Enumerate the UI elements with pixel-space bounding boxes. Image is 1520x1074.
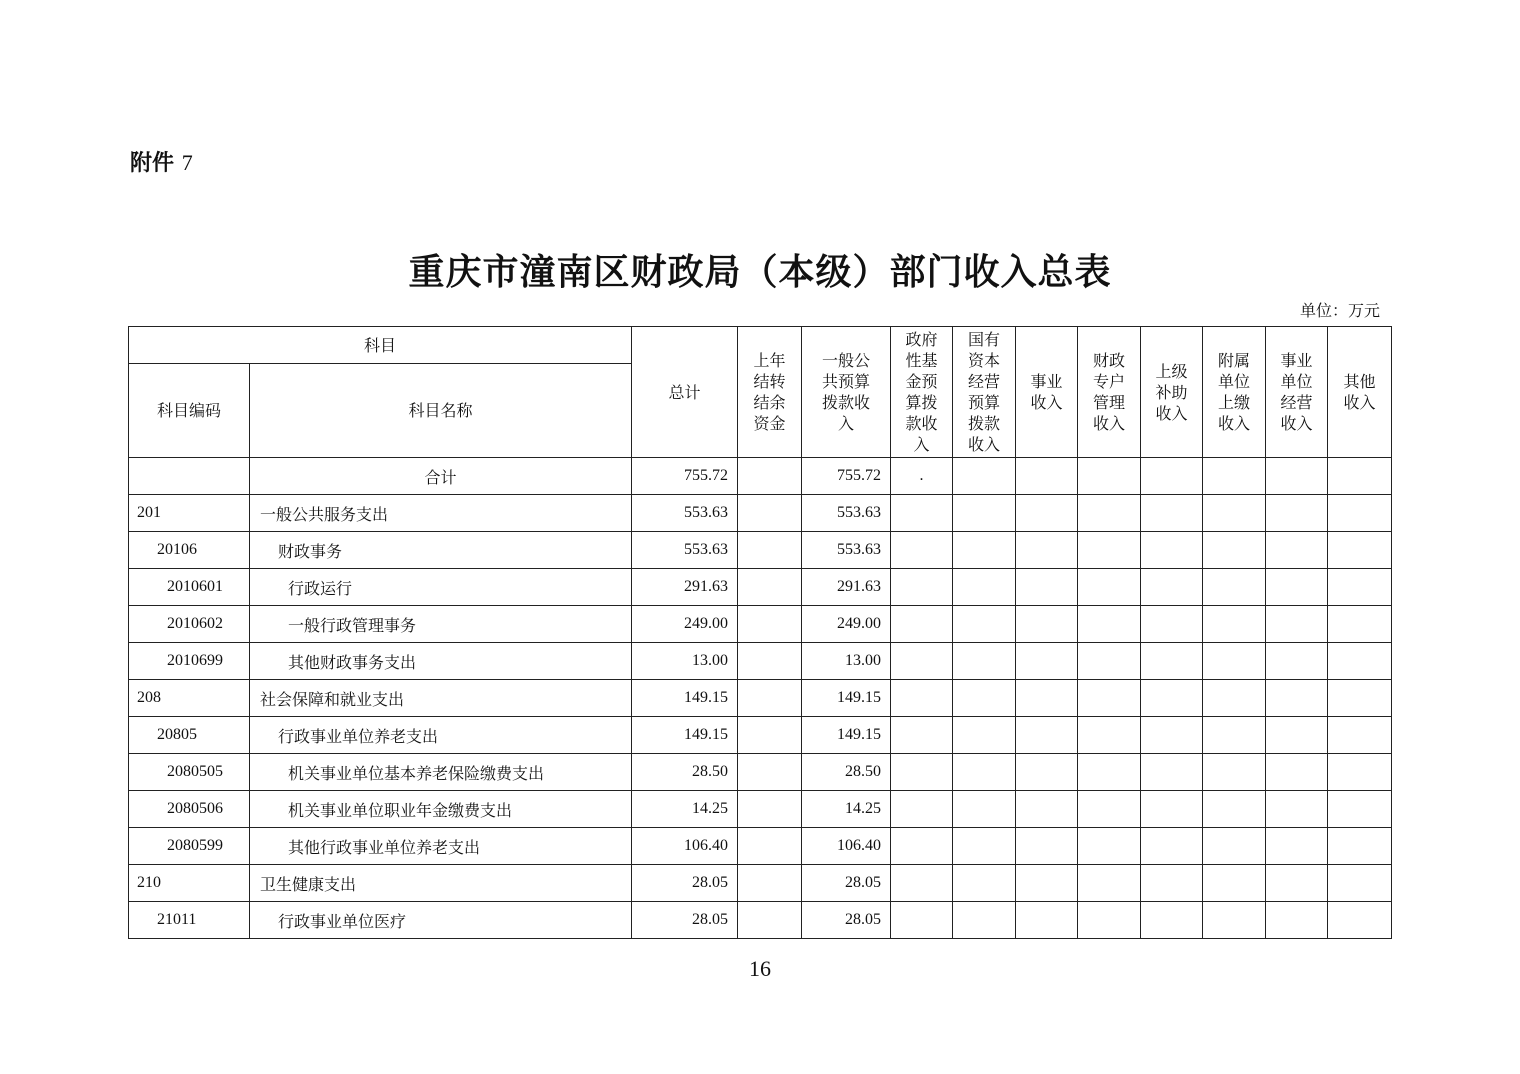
other-income-cell [1328,495,1392,532]
state-capital-cell [953,643,1016,680]
total-cell: 28.50 [632,754,738,791]
gov-fund-cell [891,717,953,754]
fiscal-special-cell [1078,717,1141,754]
state-capital-cell [953,791,1016,828]
subject-name-cell: 其他财政事务支出 [250,643,632,680]
other-income-cell [1328,532,1392,569]
total-business-income [1016,458,1078,495]
subject-name-cell: 行政运行 [250,569,632,606]
carryover-cell [738,754,802,791]
table-row [129,902,1392,939]
total-carryover [738,458,802,495]
general-budget-cell: 553.63 [802,532,891,569]
subject-code-cell: 20106 [129,532,250,569]
total-cell: 149.15 [632,680,738,717]
business-operation-cell [1266,791,1328,828]
subject-code-cell: 21011 [129,902,250,939]
business-income-cell [1016,643,1078,680]
total-cell: 553.63 [632,495,738,532]
subject-name-cell: 财政事务 [250,532,632,569]
fiscal-special-cell [1078,754,1141,791]
affiliated-remit-cell [1203,643,1266,680]
superior-subsidy-cell [1141,754,1203,791]
fiscal-special-cell [1078,828,1141,865]
general-budget-cell: 106.40 [802,828,891,865]
fiscal-special-cell [1078,902,1141,939]
gov-fund-cell [891,902,953,939]
total-cell: 249.00 [632,606,738,643]
table-row [129,680,1392,717]
affiliated-remit-cell [1203,902,1266,939]
general-budget-cell: 28.05 [802,865,891,902]
gov-fund-cell [891,643,953,680]
header-general-budget: 一般公共预算拨款收入 [802,327,891,458]
other-income-cell [1328,680,1392,717]
superior-subsidy-cell [1141,791,1203,828]
header-carryover: 上年结转结余资金 [738,327,802,458]
general-budget-cell: 14.25 [802,791,891,828]
state-capital-cell [953,680,1016,717]
gov-fund-cell [891,680,953,717]
state-capital-cell [953,606,1016,643]
business-income-cell [1016,902,1078,939]
subject-name-cell: 一般公共服务支出 [250,495,632,532]
subject-code-cell: 2080505 [129,754,250,791]
header-business-operation: 事业单位经营收入 [1266,327,1328,458]
gov-fund-cell [891,606,953,643]
superior-subsidy-cell [1141,902,1203,939]
fiscal-special-cell [1078,680,1141,717]
fiscal-special-cell [1078,569,1141,606]
other-income-cell [1328,902,1392,939]
header-total: 总计 [632,327,738,458]
business-income-cell [1016,791,1078,828]
total-cell: 291.63 [632,569,738,606]
state-capital-cell [953,569,1016,606]
business-operation-cell [1266,754,1328,791]
other-income-cell [1328,569,1392,606]
subject-code-cell: 2080599 [129,828,250,865]
other-income-cell [1328,865,1392,902]
affiliated-remit-cell [1203,754,1266,791]
subject-name-cell: 一般行政管理事务 [250,606,632,643]
total-cell: 106.40 [632,828,738,865]
table-row [129,717,1392,754]
table-row [129,606,1392,643]
total-cell: 149.15 [632,717,738,754]
business-income-cell [1016,680,1078,717]
fiscal-special-cell [1078,606,1141,643]
superior-subsidy-cell [1141,606,1203,643]
attachment-text: 附件 [130,151,175,176]
superior-subsidy-cell [1141,532,1203,569]
header-subject-code: 科目编码 [129,364,250,458]
table-row [129,791,1392,828]
header-subject-group: 科目 [129,327,632,364]
subject-name-cell: 行政事业单位医疗 [250,902,632,939]
superior-subsidy-cell [1141,680,1203,717]
state-capital-cell [953,828,1016,865]
state-capital-cell [953,495,1016,532]
fiscal-special-cell [1078,495,1141,532]
total-superior-subsidy [1141,458,1203,495]
superior-subsidy-cell [1141,495,1203,532]
table-body [129,458,1392,939]
header-gov-fund: 政府性基金预算拨款收入 [891,327,953,458]
attachment-label [130,146,193,177]
subject-code-cell: 210 [129,865,250,902]
subject-code-cell: 2010601 [129,569,250,606]
fiscal-special-cell [1078,643,1141,680]
total-cell: 14.25 [632,791,738,828]
general-budget-cell: 291.63 [802,569,891,606]
gov-fund-cell [891,865,953,902]
business-operation-cell [1266,532,1328,569]
state-capital-cell [953,717,1016,754]
gov-fund-cell [891,495,953,532]
gov-fund-cell [891,828,953,865]
carryover-cell [738,865,802,902]
total-affiliated-remit [1203,458,1266,495]
business-operation-cell [1266,643,1328,680]
state-capital-cell [953,754,1016,791]
affiliated-remit-cell [1203,495,1266,532]
total-gov-fund: . [891,458,953,495]
other-income-cell [1328,606,1392,643]
total-code-cell [129,458,250,495]
header-state-capital: 国有资本经营预算拨款收入 [953,327,1016,458]
table-row [129,643,1392,680]
subject-code-cell: 2080506 [129,791,250,828]
carryover-cell [738,569,802,606]
subject-name-cell: 机关事业单位基本养老保险缴费支出 [250,754,632,791]
table-row [129,754,1392,791]
business-operation-cell [1266,717,1328,754]
table-row [129,569,1392,606]
fiscal-special-cell [1078,865,1141,902]
business-income-cell [1016,754,1078,791]
fiscal-special-cell [1078,532,1141,569]
carryover-cell [738,495,802,532]
business-income-cell [1016,865,1078,902]
other-income-cell [1328,828,1392,865]
total-general-budget: 755.72 [802,458,891,495]
other-income-cell [1328,754,1392,791]
superior-subsidy-cell [1141,828,1203,865]
affiliated-remit-cell [1203,569,1266,606]
subject-name-cell: 卫生健康支出 [250,865,632,902]
header-subject-name: 科目名称 [250,364,632,458]
table-row [129,865,1392,902]
attachment-number: 7 [181,150,193,175]
total-state-capital [953,458,1016,495]
income-table [128,326,1392,939]
subject-name-cell: 其他行政事业单位养老支出 [250,828,632,865]
total-cell: 13.00 [632,643,738,680]
business-income-cell [1016,828,1078,865]
business-income-cell [1016,606,1078,643]
total-other-income [1328,458,1392,495]
carryover-cell [738,643,802,680]
total-business-operation [1266,458,1328,495]
table-row [129,828,1392,865]
header-superior-subsidy: 上级补助收入 [1141,327,1203,458]
state-capital-cell [953,902,1016,939]
page-number: 16 [749,956,771,981]
gov-fund-cell [891,532,953,569]
total-cell: 553.63 [632,532,738,569]
subject-code-cell: 2010602 [129,606,250,643]
business-income-cell [1016,569,1078,606]
general-budget-cell: 149.15 [802,717,891,754]
subject-name-cell: 行政事业单位养老支出 [250,717,632,754]
total-total: 755.72 [632,458,738,495]
header-affiliated-remit: 附属单位上缴收入 [1203,327,1266,458]
carryover-cell [738,828,802,865]
page-title: 重庆市潼南区财政局（本级）部门收入总表 [408,251,1112,293]
table-row [129,532,1392,569]
carryover-cell [738,717,802,754]
business-operation-cell [1266,495,1328,532]
gov-fund-cell [891,791,953,828]
carryover-cell [738,680,802,717]
total-fiscal-special [1078,458,1141,495]
subject-name-cell: 机关事业单位职业年金缴费支出 [250,791,632,828]
carryover-cell [738,791,802,828]
total-row [129,458,1392,495]
subject-code-cell: 208 [129,680,250,717]
header-other-income: 其他收入 [1328,327,1392,458]
carryover-cell [738,902,802,939]
general-budget-cell: 13.00 [802,643,891,680]
general-budget-cell: 28.50 [802,754,891,791]
general-budget-cell: 149.15 [802,680,891,717]
superior-subsidy-cell [1141,717,1203,754]
superior-subsidy-cell [1141,569,1203,606]
affiliated-remit-cell [1203,865,1266,902]
business-operation-cell [1266,606,1328,643]
business-operation-cell [1266,680,1328,717]
state-capital-cell [953,532,1016,569]
state-capital-cell [953,865,1016,902]
carryover-cell [738,606,802,643]
business-income-cell [1016,532,1078,569]
affiliated-remit-cell [1203,717,1266,754]
superior-subsidy-cell [1141,865,1203,902]
header-fiscal-special: 财政专户管理收入 [1078,327,1141,458]
affiliated-remit-cell [1203,828,1266,865]
superior-subsidy-cell [1141,643,1203,680]
general-budget-cell: 28.05 [802,902,891,939]
gov-fund-cell [891,569,953,606]
business-operation-cell [1266,569,1328,606]
business-income-cell [1016,717,1078,754]
table-row [129,495,1392,532]
gov-fund-cell [891,754,953,791]
carryover-cell [738,532,802,569]
affiliated-remit-cell [1203,791,1266,828]
affiliated-remit-cell [1203,606,1266,643]
unit-label: 单位：万元 [1299,301,1380,320]
business-operation-cell [1266,902,1328,939]
total-cell: 28.05 [632,902,738,939]
affiliated-remit-cell [1203,680,1266,717]
other-income-cell [1328,791,1392,828]
total-cell: 28.05 [632,865,738,902]
subject-code-cell: 2010699 [129,643,250,680]
header-business-income: 事业收入 [1016,327,1078,458]
other-income-cell [1328,717,1392,754]
total-label: 合计 [250,458,632,495]
business-operation-cell [1266,828,1328,865]
other-income-cell [1328,643,1392,680]
general-budget-cell: 553.63 [802,495,891,532]
subject-code-cell: 20805 [129,717,250,754]
subject-name-cell: 社会保障和就业支出 [250,680,632,717]
business-operation-cell [1266,865,1328,902]
subject-code-cell: 201 [129,495,250,532]
general-budget-cell: 249.00 [802,606,891,643]
fiscal-special-cell [1078,791,1141,828]
business-income-cell [1016,495,1078,532]
affiliated-remit-cell [1203,532,1266,569]
